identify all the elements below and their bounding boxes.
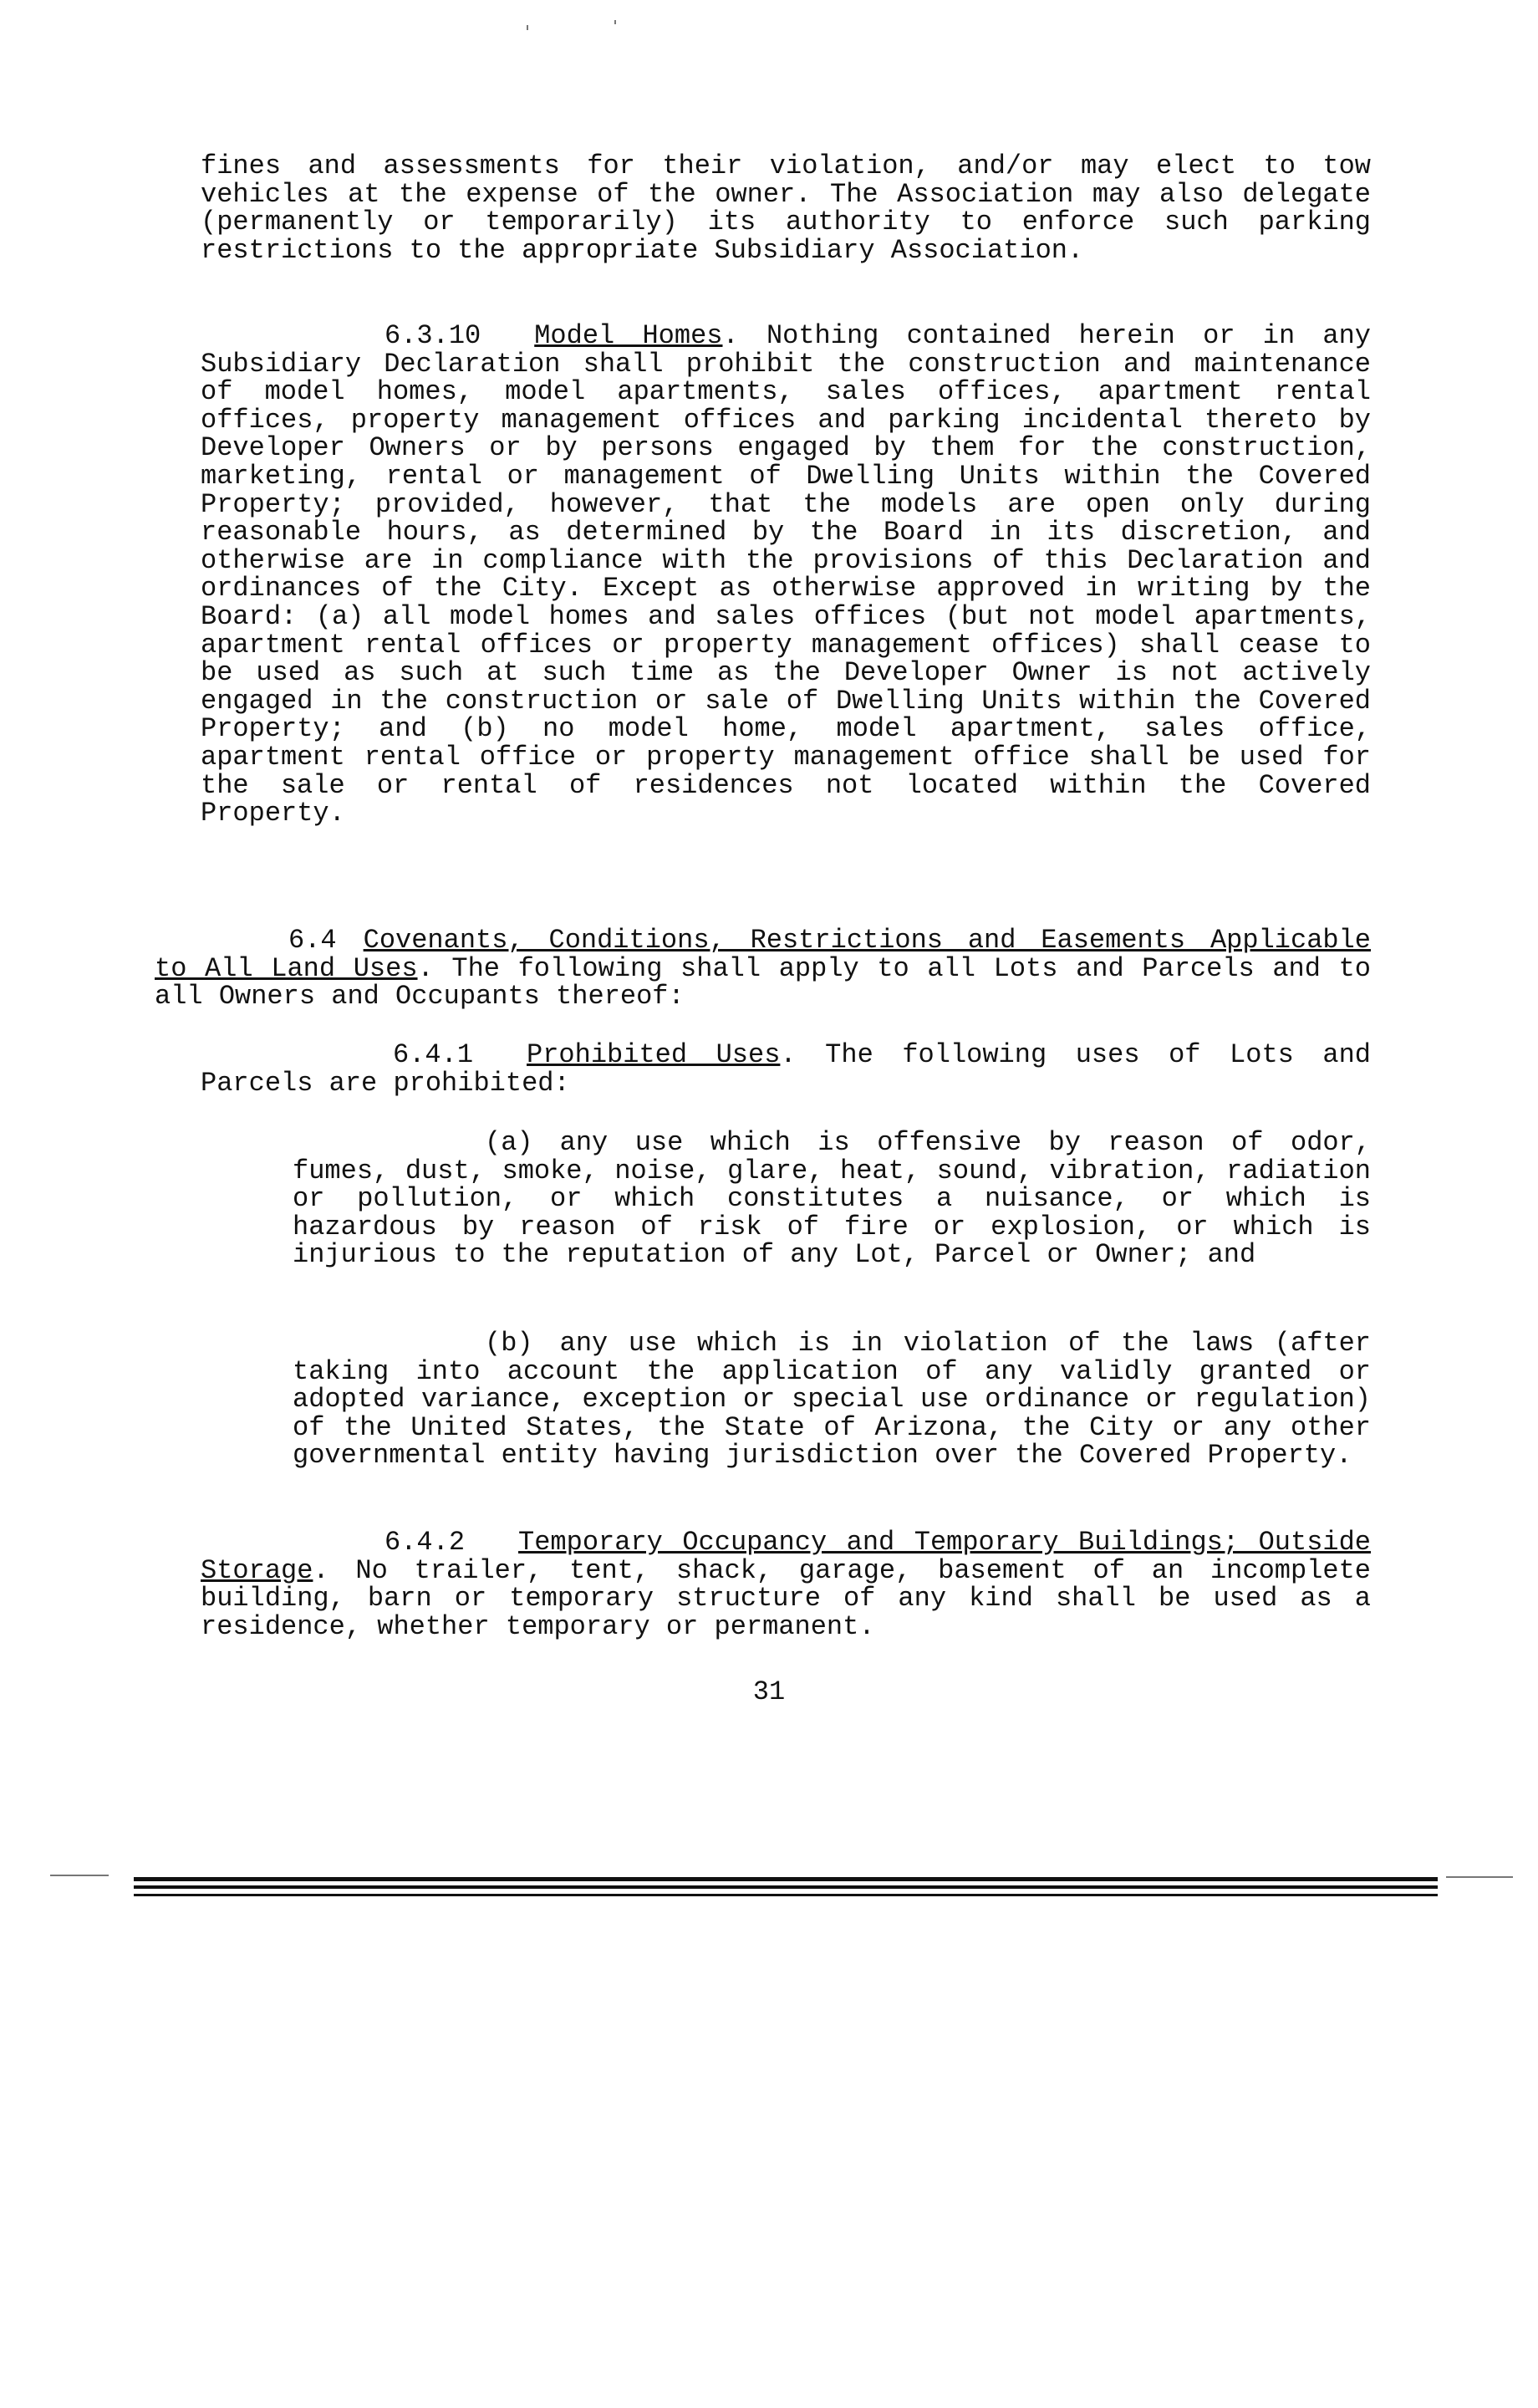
section-6-4 — [155, 926, 1371, 1011]
list-item-b — [293, 1329, 1371, 1470]
footer-rule — [134, 1894, 1438, 1896]
list-item-text: (b) any use which is in violation of the laws (after taking into account the application of any validly granted or adopted variance, exception or special use ordinance or regulation) of the United States, the State of Arizona, the City or any other governmental entity having jurisdiction over the Covered Property. — [293, 1328, 1371, 1472]
footer-rule — [134, 1877, 1438, 1881]
section-6-3-10 — [201, 322, 1371, 828]
section-body: . Nothing contained herein or in any Subsidiary Declaration shall prohibit the construction and maintenance of model homes, model apartments, sales offices, apartment rental offices, property management offices and parking incidental thereto by Developer Owners or by persons engaged by them for the construction, marketing, rental or management of Dwelling Units within the Covered Property; provided, however, that the models are open only during reasonable hours, as determined by the Board in its discretion, and otherwise are in compliance with the provisions of this Declaration and ordinances of the City. Except as otherwise approved in writing by the Board: (a) all model homes and sales offices (but not model apartments, apartment rental offices or property management offices) shall cease to be used as such at such time as the Developer Owner is not actively engaged in the construction or sale of Dwelling Units within the Covered Property; and (b) no model home, model apartment, sales office, apartment rental office or property management office shall be used for the sale or rental of residences not located within the Covered Property. — [201, 320, 1372, 829]
section-title: Covenants, Conditions, Restrictions and Easements Applicable to All Land Uses — [155, 925, 1371, 984]
list-item-text: (a) any use which is offensive by reason of odor, fumes, dust, smoke, noise, glare, heat, sound, vibration, radiation or pollution, or which constitutes a nuisance, or which is hazardous by reason of risk of fire or explosion, or which is injurious to the reputation of any Lot, Parcel or Owner; and — [293, 1127, 1371, 1271]
section-number: 6.3.10 — [384, 320, 481, 351]
page-number: 31 — [752, 1676, 786, 1707]
footer-rule — [134, 1885, 1438, 1889]
paragraph-parking-enforcement — [201, 152, 1371, 264]
list-item-a — [293, 1129, 1371, 1269]
scan-speck — [50, 1875, 109, 1876]
scan-speck — [1446, 1876, 1513, 1878]
section-title: Temporary Occupancy and Temporary Buildings; Outside Storage — [201, 1527, 1371, 1586]
section-body: . No trailer, tent, shack, garage, basement of an incomplete building, barn or temporary structure of any kind shall be used as a residence, whether temporary or permanent. — [201, 1554, 1371, 1642]
paragraph-text: fines and assessments for their violation, and/or may elect to tow vehicles at the expense of the owner. The Association may also delegate (permanently or temporarily) its authority to enforce such parking restrictions to the appropriate Subsidiary Association. — [201, 150, 1371, 266]
section-6-4-1 — [201, 1041, 1371, 1097]
scan-speck — [527, 25, 528, 30]
section-body: . The following shall apply to all Lots and Parcels and to all Owners and Occupants thereof: — [155, 952, 1372, 1013]
section-number: 6.4.2 — [384, 1527, 466, 1558]
section-6-4-2 — [201, 1528, 1371, 1640]
scan-speck — [614, 20, 616, 24]
section-body: . The following uses of Lots and Parcels are prohibited: — [201, 1039, 1372, 1099]
section-number: 6.4 — [288, 925, 337, 956]
section-number: 6.4.1 — [393, 1039, 474, 1070]
section-title: Prohibited Uses — [527, 1039, 781, 1070]
section-title: Model Homes — [534, 320, 723, 351]
